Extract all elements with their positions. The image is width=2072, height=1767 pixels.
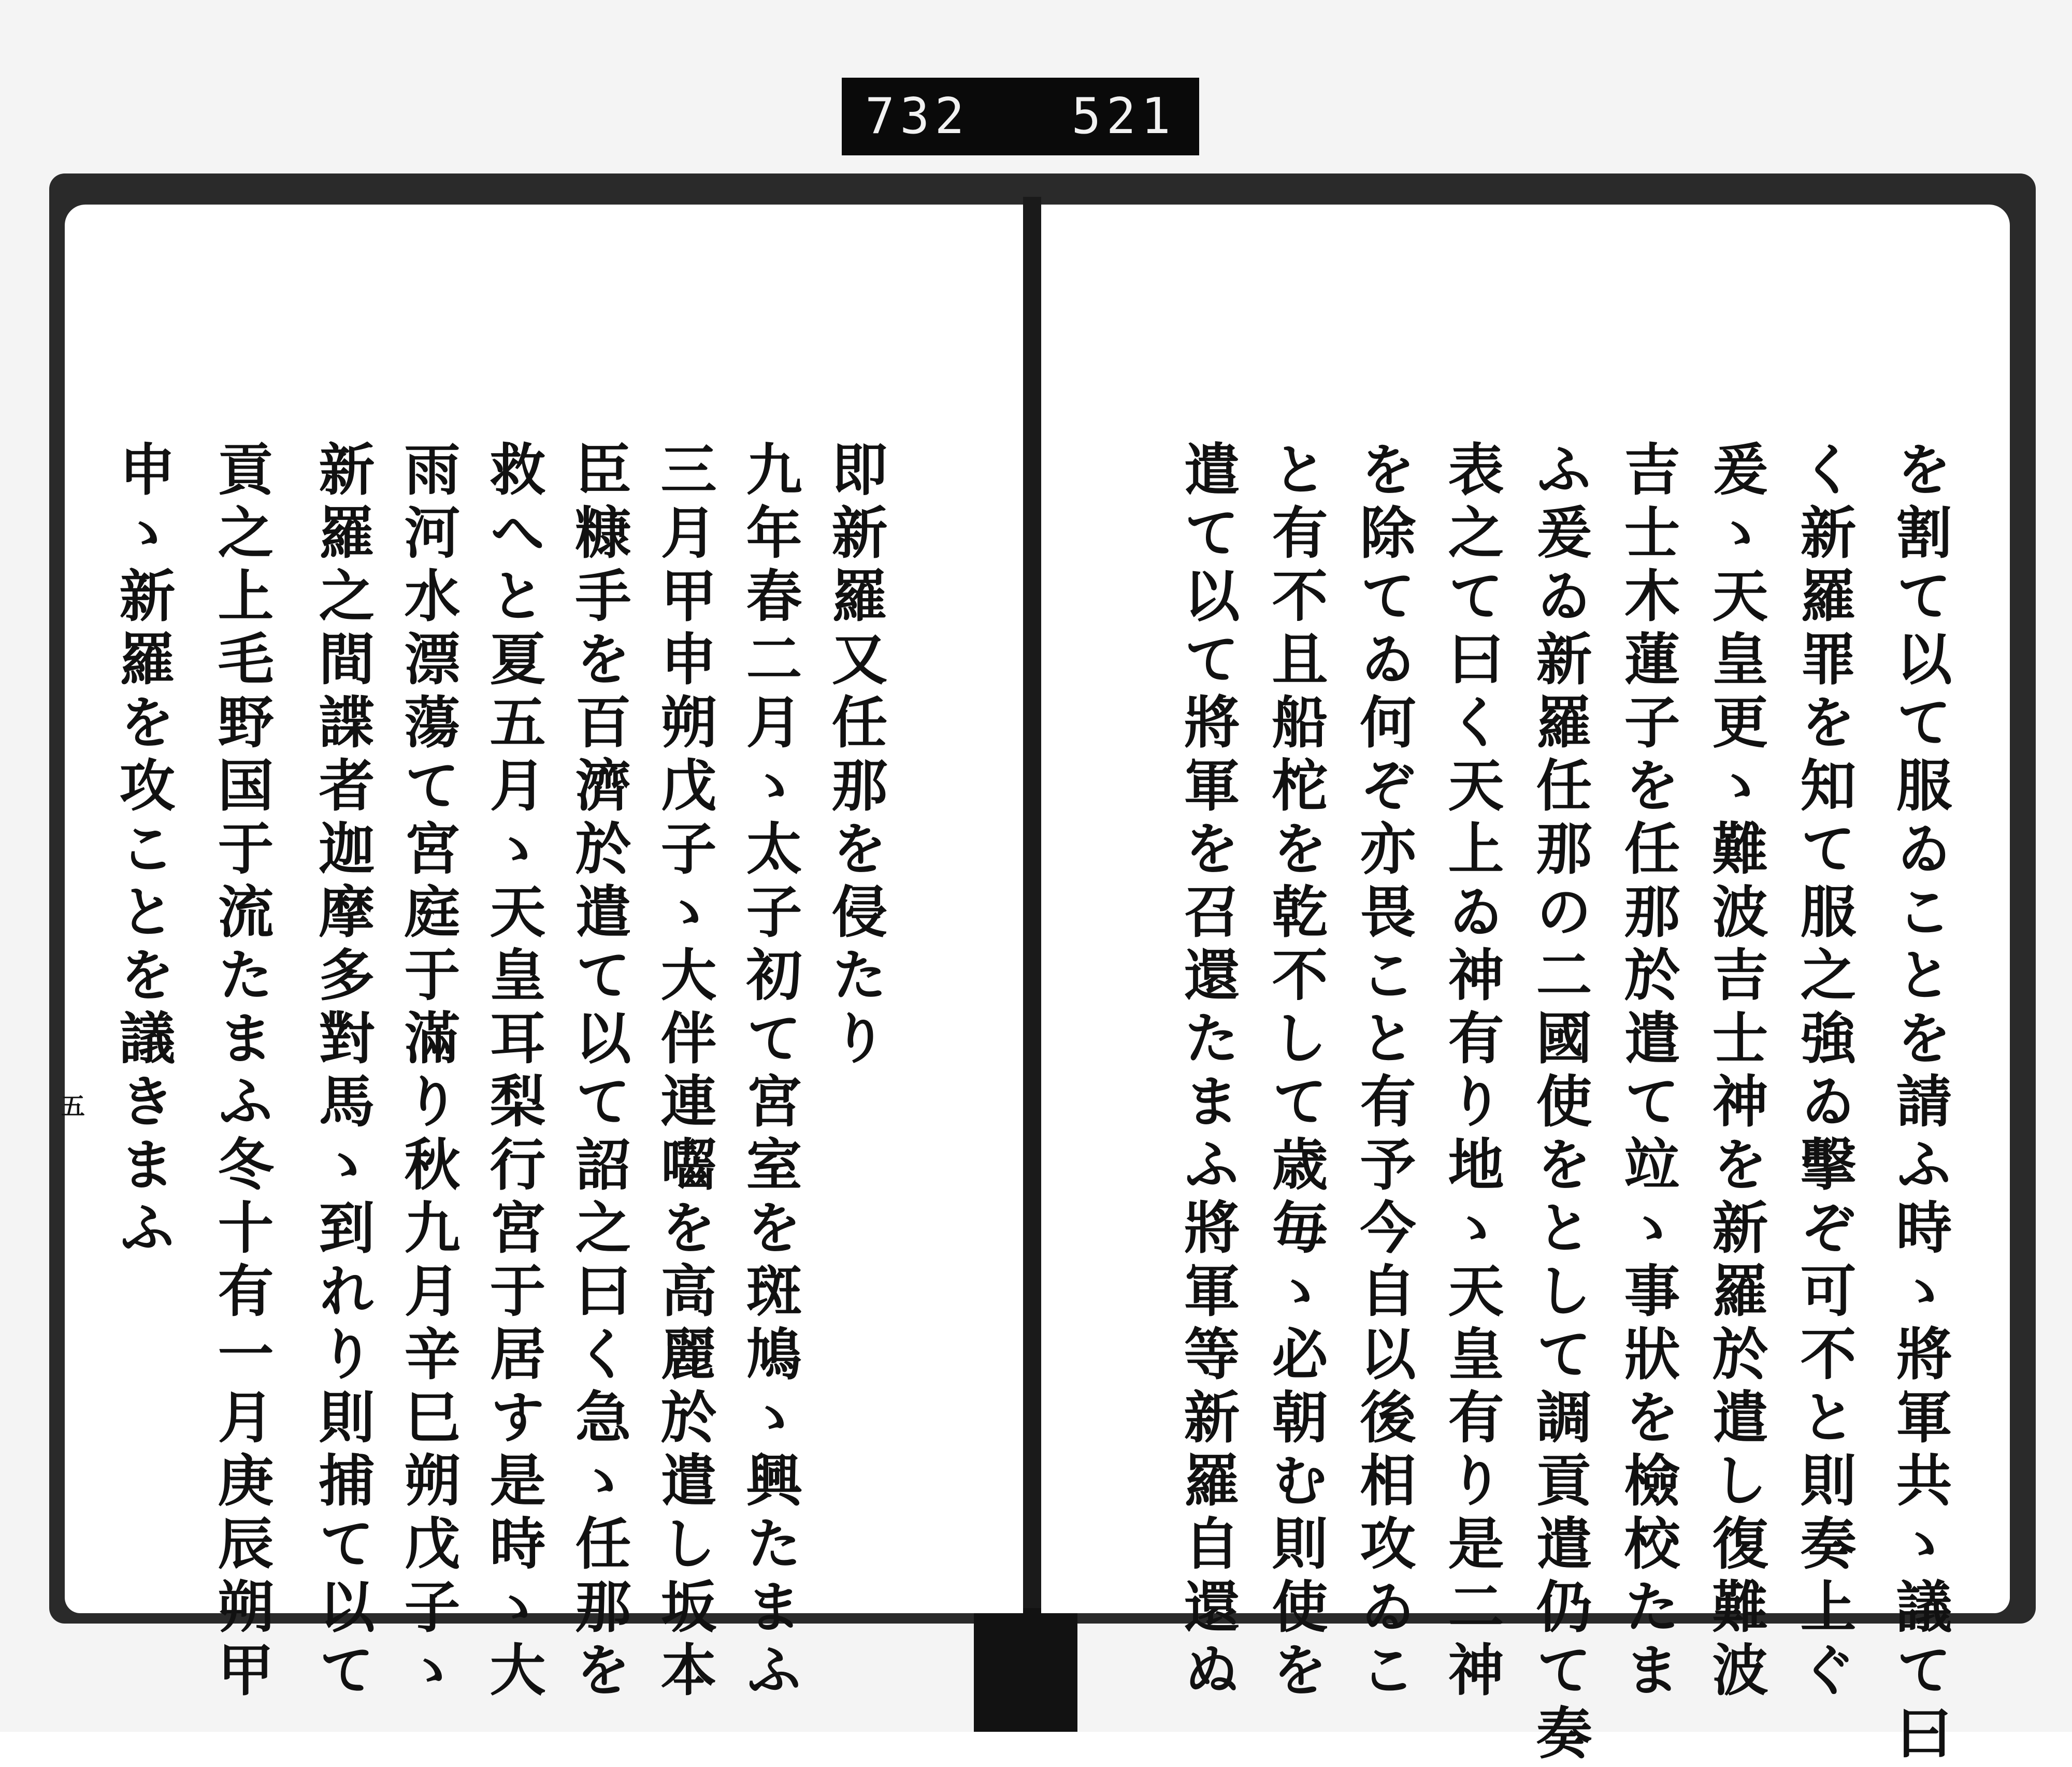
left-page-column-7: 新羅之間諜者迦摩多對馬ゝ到れり則捕て以て (309, 440, 375, 1704)
left-page-column-2: 九年春二月ゝ太子初て宮室を斑鳩ゝ興たまふ (737, 440, 802, 1704)
left-page-column-4: 臣糠手を百濟於遣て以て詔之曰く急ゝ任那を (566, 440, 631, 1704)
left-page-column-6: 雨河水漂蕩て宮庭于滿り秋九月辛巳朔戊子ゝ (395, 440, 460, 1704)
right-page-column-8: と有不且船柁を乾不して歳毎ゝ必朝む則使を (1262, 440, 1328, 1704)
right-page-column-4: 吉士木蓮子を任那於遣て竝ゝ事狀を檢校たま (1615, 440, 1680, 1704)
archive-label-strip (842, 78, 1199, 155)
right-page-column-9: 遣て以て將軍を召還たまふ將軍等新羅自還ぬ (1174, 440, 1240, 1704)
left-page-column-5: 救へと夏五月ゝ天皇耳梨行宮于居す是時ゝ大 (480, 440, 545, 1704)
right-page-column-6: 表之て曰く天上ゐ神有り地ゝ天皇有り是二神 (1438, 440, 1504, 1704)
right-page-column-2: く新羅罪を知て服之強ゐ擊ぞ可不と則奏上ぐ (1791, 440, 1856, 1704)
archive-label-left: 732 (865, 88, 970, 145)
right-page-column-5: ふ爰ゐ新羅任那の二國使をとして調貢遣仍て奏 (1527, 440, 1592, 1767)
book-spine (974, 1608, 1077, 1732)
left-page-column-8: 貢之上毛野国于流たまふ冬十有一月庚辰朔甲 (208, 440, 274, 1704)
book-gutter (1023, 197, 1041, 1626)
right-page-column-7: を除てゐ何ぞ亦畏こと有予今自以後相攻ゐこ (1350, 440, 1416, 1704)
right-page-column-3: 爰ゝ天皇更ゝ難波吉士神を新羅於遣し復難波 (1703, 440, 1768, 1704)
left-page-column-3: 三月甲申朔戊子ゝ大伴連囓を高麗於遣し坂本 (651, 440, 716, 1704)
left-page-column-9: 申ゝ新羅を攻ことを議きまふ (110, 440, 175, 1262)
page-number: 五 (61, 1092, 85, 1120)
archive-label-right: 521 (1071, 88, 1176, 145)
left-page-column-1: 即新羅又任那を侵たり (822, 440, 887, 1072)
right-page-column-1: を割て以て服ゐことを請ふ時ゝ將軍共ゝ議て曰 (1887, 440, 1952, 1767)
